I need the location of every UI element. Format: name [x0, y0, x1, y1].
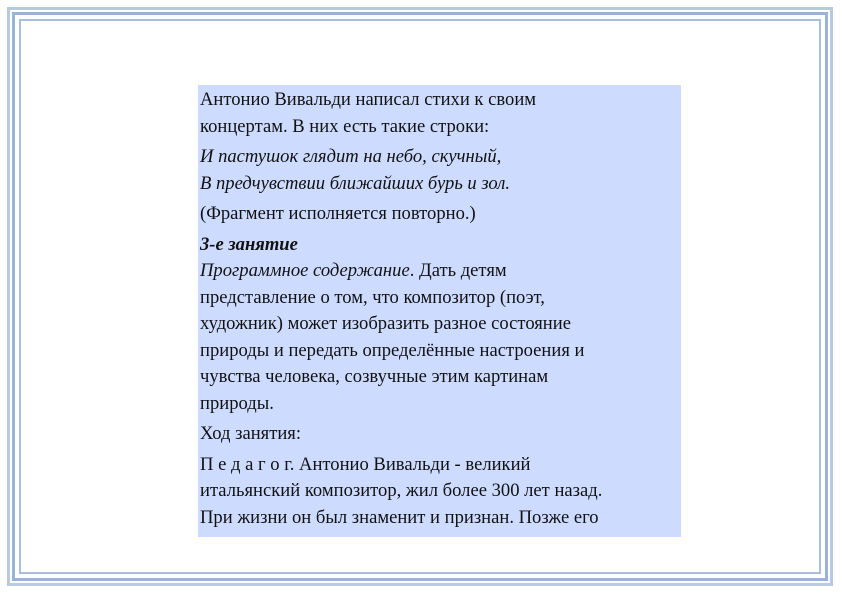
program-line: природы. — [200, 392, 274, 414]
poem-line: И пастушок глядит на небо, скучный, — [200, 146, 502, 167]
program-label: Программное содержание — [200, 260, 410, 281]
text-box — [198, 85, 681, 537]
program-line: представление о том, что композитор (поэт, — [200, 286, 545, 308]
program-line: природы и передать определённые настроения и — [200, 339, 585, 361]
repeat-note — [200, 201, 679, 228]
intro-line: концертам. В них есть такие строки: — [200, 115, 490, 137]
program-text: . Дать детям — [409, 260, 507, 281]
lesson-heading: 3-е занятие — [200, 233, 298, 255]
program-line: чувства человека, созвучные этим картинам — [200, 366, 549, 387]
teacher-line: итальянский композитор, жил более 300 лет назад. — [200, 480, 603, 501]
program-line: художник) может изобразить разное состояние — [200, 313, 571, 334]
lesson-section — [200, 232, 679, 418]
teacher-line: П е д а г о г. Антонио Вивальди - великий — [200, 453, 531, 475]
program-line — [200, 258, 679, 285]
intro-paragraph — [200, 87, 679, 140]
poem-line: В предчувствии ближайших бурь и зол. — [200, 172, 510, 194]
teacher-line: При жизни он был знаменит и признан. Позже его — [200, 506, 599, 528]
intro-line: Антонио Вивальди написал стихи к своим — [200, 89, 537, 110]
poem-quote — [200, 144, 679, 197]
course-heading-text: Ход занятия: — [200, 423, 302, 444]
course-heading — [200, 421, 679, 448]
repeat-note-text: (Фрагмент исполняется повторно.) — [200, 203, 476, 224]
teacher-paragraph — [200, 452, 679, 532]
